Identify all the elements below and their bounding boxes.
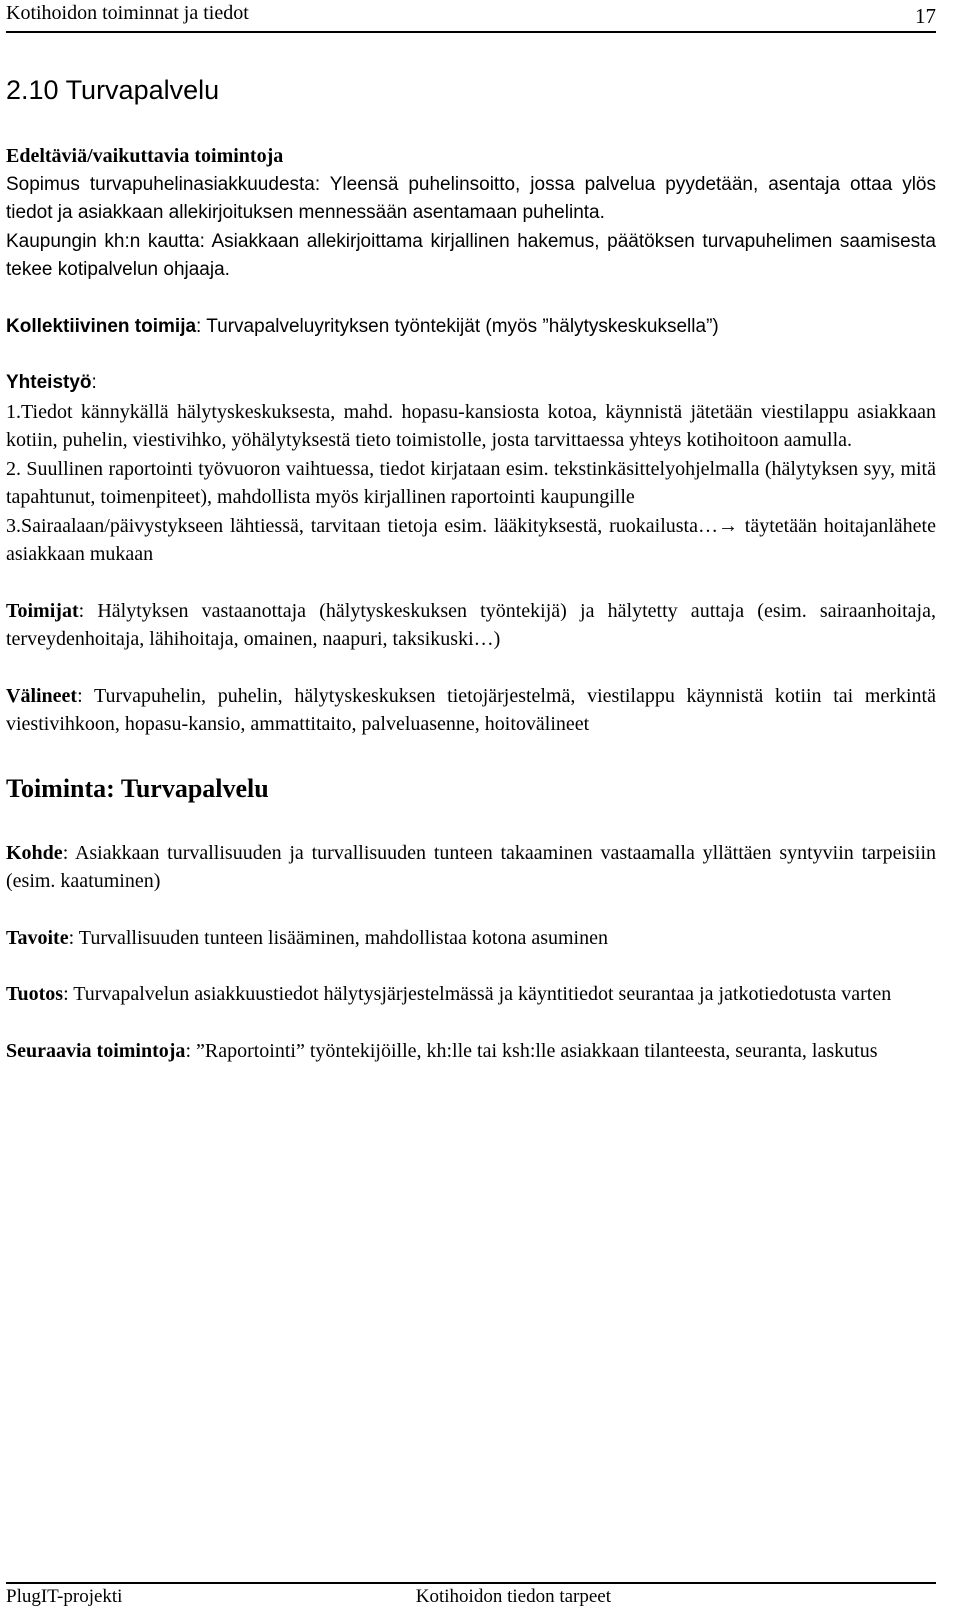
goal-label: Tavoite — [6, 926, 69, 949]
activity-title: Toiminta: Turvapalvelu — [6, 773, 269, 803]
actors-label: Toimijat — [6, 599, 79, 622]
page-number: 17 — [915, 4, 936, 28]
cooperation-item-1: 1.Tiedot kännykällä hälytyskeskuksesta, mahd. hopasu-kansiosta kotoa, käynnistä jätetään viestilappu asiakkaan kotiin, puhelin, viestivihko, yöhälytyksestä tieto toimistolle, josta tarvittaessa yhteys kotihoitoon aamulla. — [6, 400, 936, 451]
actors-paragraph — [6, 597, 936, 654]
page-header — [6, 2, 936, 30]
target-paragraph — [6, 839, 936, 896]
tools-paragraph — [6, 682, 936, 739]
tools-text: : Turvapuhelin, puhelin, hälytyskeskuksen tietojärjestelmä, viestilappu käynnistä kotiin tai merkintä viestivihkoon, hopasu-kansio, ammattitaito, palveluasenne, hoitovälineet — [6, 684, 936, 735]
goal-paragraph — [6, 924, 936, 953]
cooperation-item-3: 3.Sairaalaan/päivystykseen lähtiessä, tarvitaan tietoja esim. lääkityksestä, ruokailusta…→ täytetään hoitajanlähete asiakkaan mukaan — [6, 514, 936, 565]
page-content — [6, 72, 936, 1065]
preceding-paragraph-1: Sopimus turvapuhelinasiakkuudesta: Yleensä puhelinsoitto, jossa palvelua pyydetään, asentaja ottaa ylös tiedot ja asiakkaan allekirjoituksen mennessään asentamaan puhelinta. — [6, 173, 936, 223]
goal-text: : Turvallisuuden tunteen lisääminen, mahdollistaa kotona asuminen — [68, 926, 608, 949]
outputs-label: Tuotos — [6, 983, 64, 1005]
following-label: Seuraavia toimintoja — [6, 1039, 186, 1062]
header-title: Kotihoidon toiminnat ja tiedot — [6, 2, 249, 24]
footer-right: Kotihoidon tiedon tarpeet — [415, 1586, 611, 1607]
footer-left: PlugIT-projekti — [6, 1586, 123, 1607]
cooperation-label: Yhteistyö — [6, 372, 92, 393]
target-text: : Asiakkaan turvallisuuden ja turvallisuuden tunteen takaaminen vastaamalla yllättäen syntyviin tarpeisiin (esim. kaatuminen) — [6, 841, 936, 892]
collective-text: : Turvapalveluyrityksen työntekijät (myös ”hälytyskeskuksella”) — [196, 315, 719, 337]
page-footer — [6, 1586, 936, 1610]
target-label: Kohde — [6, 841, 63, 864]
preceding-paragraph-2: Kaupungin kh:n kautta: Asiakkaan allekirjoittama kirjallinen hakemus, päätöksen turvapuhelimen saamisesta tekee kotipalvelun ohjaaja. — [6, 230, 936, 280]
following-paragraph — [6, 1037, 936, 1066]
collective-actor — [6, 313, 936, 342]
outputs-paragraph — [6, 980, 936, 1009]
cooperation-heading: Yhteistyö: — [6, 372, 97, 393]
tools-label: Välineet — [6, 684, 78, 707]
header-rule — [6, 31, 936, 33]
preceding-heading: Edeltäviä/vaikuttavia toimintoja — [6, 145, 284, 167]
footer-rule — [6, 1582, 936, 1584]
actors-text: : Hälytyksen vastaanottaja (hälytyskeskuksen työntekijä) ja hälytetty auttaja (esim. sairaanhoitaja, terveydenhoitaja, lähihoitaja, omainen, naapuri, taksikuski…) — [6, 599, 936, 650]
collective-label: Kollektiivinen toimija — [6, 315, 197, 337]
cooperation-item-2: 2. Suullinen raportointi työvuoron vaihtuessa, tiedot kirjataan esim. tekstinkäsittelyohjelmalla (hälytyksen syy, mitä tapahtunut, toimenpiteet), mahdollista myös kirjallinen raportointi kaupungille — [6, 457, 936, 508]
outputs-text: : Turvapalvelun asiakkuustiedot hälytysjärjestelmässä ja käyntitiedot seurantaa ja jatkotiedotusta varten — [63, 983, 892, 1005]
following-text: : ”Raportointi” työntekijöille, kh:lle tai ksh:lle asiakkaan tilanteesta, seuranta, laskutus — [185, 1039, 878, 1062]
section-title: 2.10 Turvapalvelu — [6, 75, 220, 105]
